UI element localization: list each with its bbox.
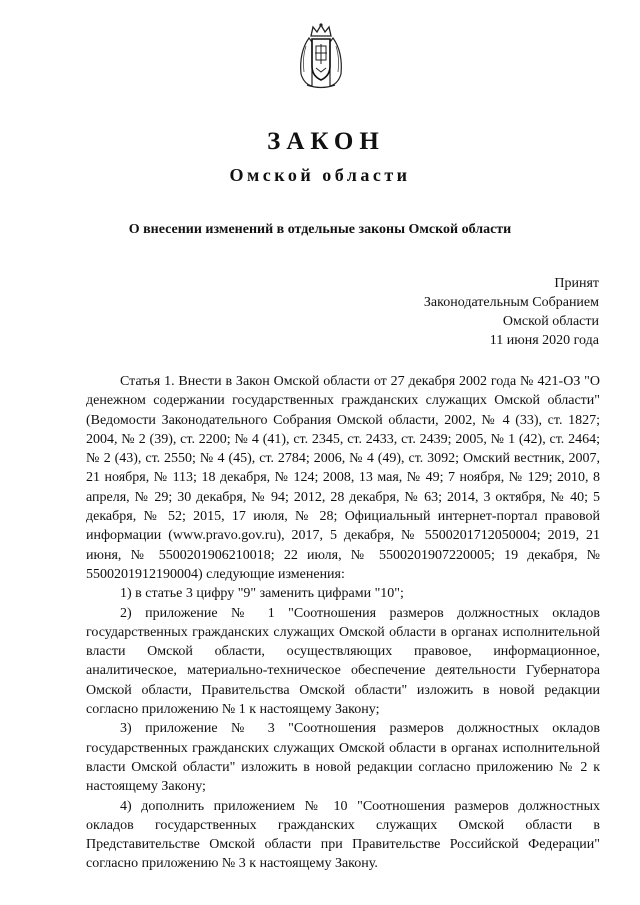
amendment-item-2: 2) приложение № 1 "Соотношения размеров должностных окладов государственных гражданских служащих Омской области в органах исполнительной власти Омской области, осуществляющих правовое, информационное, аналитическое, материально-техническое обеспечение деятельности Губернатора Омской области, Правительства Омской области" изложить в новой редакции согласно приложению № 1 к настоящему Закону; xyxy=(86,605,600,718)
adoption-line: Омской области xyxy=(502,314,599,329)
amendment-item-1: 1) в статье 3 цифру "9" заменить цифрами "10"; xyxy=(120,586,404,602)
document-type-title: ЗАКОН xyxy=(267,128,385,155)
adoption-line: Принят xyxy=(554,276,599,291)
article-1-paragraph: Статья 1. Внести в Закон Омской области от 27 декабря 2002 года № 421-ОЗ "О денежном содержании государственных гражданских служащих Омской области" (Ведомости Законодательного Собрания Омской области, 2002, № 4 (33), ст. 1827; 2004, № 2 (39), ст. 2200; № 4 (41), ст. 2345, ст. 2433, ст. 2439; 2005, № 1 (42), ст. 2464; № 2 (43), ст. 2550; № 4 (45), ст. 2784; 2006, № 4 (49), ст. 3092; Омский вестник, 2007, 21 ноября, № 113; 18 декабря, № 124; 2008, 13 мая, № 49; 7 ноября, № 129; 2010, 8 апреля, № 29; 30 декабря, № 94; 2012, 28 декабря, № 63; 2014, 3 октября, № 40; 5 декабря, № 52; 2015, 17 июля, № 28; Официальный интернет-портал правовой информации (www.pravo.gov.ru), 2017, 5 декабря, № 5500201712050004; 2019, 21 июня, № 5500201906210018; 22 июля, № 5500201907220005; 19 декабря, № 5500201912190004) следующие изменения: xyxy=(86,374,600,582)
region-subtitle: Омской области xyxy=(229,165,411,185)
amendment-item-4: 4) дополнить приложением № 10 "Соотношения размеров должностных окладов государственных гражданских служащих Омской области в Представительстве Омской области при Правительстве Российской Федерации" согласно приложению № 3 к настоящему Закону. xyxy=(86,798,600,872)
adoption-date: 11 июня 2020 года xyxy=(489,333,599,348)
law-body xyxy=(86,372,600,874)
law-heading: О внесении изменений в отдельные законы Омской области xyxy=(128,222,512,237)
adoption-line: Законодательным Собранием xyxy=(423,295,599,310)
adoption-block xyxy=(424,274,599,350)
amendment-item-3: 3) приложение № 3 "Соотношения размеров должностных окладов государственных гражданских служащих Омской области в органах исполнительной власти Омской области" изложить в новой редакции согласно приложению № 2 к настоящему Закону; xyxy=(86,721,600,795)
coat-of-arms-icon xyxy=(296,22,346,90)
